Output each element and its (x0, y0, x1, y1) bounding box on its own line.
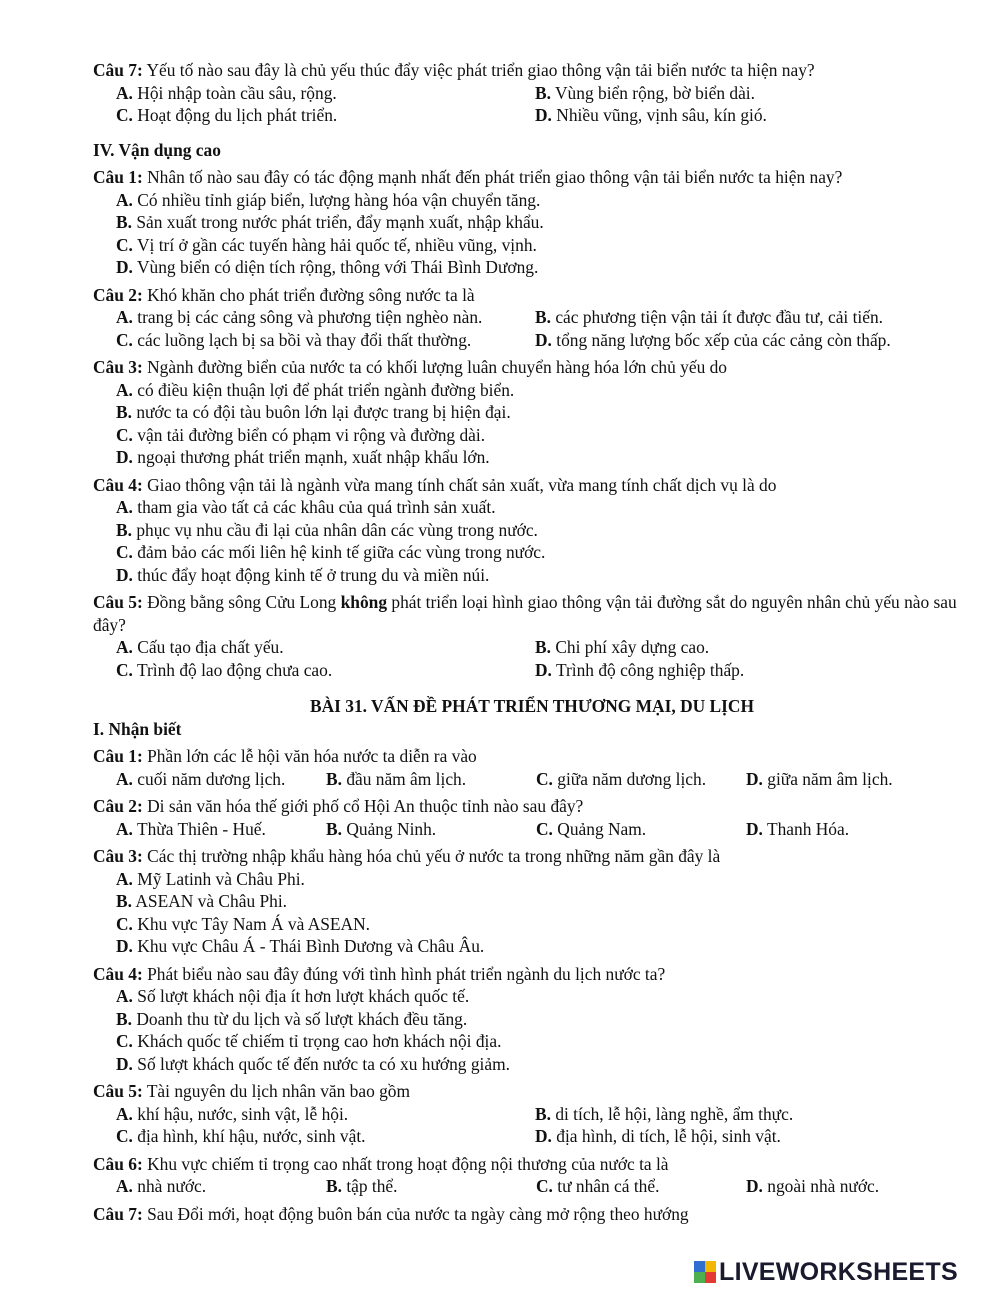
answer-option (116, 329, 535, 352)
option-text: giữa năm dương lịch. (557, 768, 707, 789)
section-heading: IV. Vận dụng cao (93, 139, 221, 160)
answer-option (535, 104, 767, 127)
option-text: giữa năm âm lịch. (767, 768, 893, 789)
question-text: Giao thông vận tải là ngành vừa mang tính chất sản xuất, vừa mang tính chất dịch vụ là do (147, 474, 777, 495)
option-text: ngoại thương phát triển mạnh, xuất nhập khẩu lớn. (137, 447, 490, 467)
option-key: B. (116, 519, 132, 540)
answer-option (116, 306, 535, 329)
question-stem (93, 284, 973, 307)
answer-option (116, 935, 484, 958)
question-text: Tài nguyên du lịch nhân văn bao gồm (146, 1081, 411, 1101)
option-key: B. (116, 212, 132, 232)
answer-options (116, 985, 973, 1075)
answer-option (116, 1125, 535, 1148)
lesson-title: BÀI 31. VẤN ĐỀ PHÁT TRIỂN THƯƠNG MẠI, DU LỊCH (309, 696, 754, 716)
question (93, 284, 973, 352)
question-number: Câu 1: (93, 167, 143, 187)
option-key: A. (116, 379, 133, 400)
answer-option (535, 659, 744, 682)
question-text: Nhân tố nào sau đây có tác động mạnh nhất đến phát triển giao thông vận tải biển nước ta hiện nay? (147, 167, 843, 187)
option-text: các luồng lạch bị sa bồi và thay đổi thất thường. (137, 329, 472, 350)
answer-option (116, 1053, 510, 1076)
answer-option (535, 1103, 793, 1126)
option-key: D. (746, 818, 763, 839)
option-text: tập thể. (346, 1176, 398, 1196)
answer-option (116, 256, 538, 279)
question-stem (93, 745, 973, 768)
answer-option (326, 1175, 536, 1198)
option-key: D. (116, 564, 133, 585)
option-text: Khách quốc tế chiếm tỉ trọng cao hơn khách nội địa. (137, 1031, 502, 1051)
option-key: C. (116, 424, 133, 445)
question (93, 1153, 973, 1198)
worksheet-document (93, 59, 973, 1225)
option-text: ASEAN và Châu Phi. (135, 891, 288, 911)
answer-options (116, 1175, 973, 1198)
option-text: Hoạt động du lịch phát triển. (137, 105, 338, 125)
option-key: A. (116, 818, 133, 839)
answer-option (535, 636, 709, 659)
option-key: C. (536, 768, 553, 789)
option-key: D. (116, 936, 133, 956)
question (93, 1080, 973, 1148)
option-key: A. (116, 82, 133, 103)
option-text: Vùng biển rộng, bờ biển dài. (555, 82, 755, 103)
question-number: Câu 2: (93, 796, 143, 816)
answer-option (116, 564, 489, 587)
option-key: D. (116, 1053, 133, 1074)
option-key: C. (116, 913, 133, 934)
section-heading: I. Nhận biết (93, 718, 182, 739)
answer-option (746, 1175, 879, 1198)
answer-option (116, 211, 544, 234)
option-key: A. (116, 637, 133, 657)
option-text: Doanh thu từ du lịch và số lượt khách đều tăng. (136, 1008, 468, 1029)
question (93, 166, 973, 279)
question-text: Ngành đường biển của nước ta có khối lượng luân chuyển hàng hóa lớn chủ yếu do (147, 357, 728, 377)
answer-option (536, 768, 746, 791)
answer-options (116, 868, 973, 958)
liveworksheets-logo-icon (694, 1261, 716, 1283)
option-key: A. (116, 1176, 133, 1196)
answer-option (116, 379, 514, 402)
option-text: Thanh Hóa. (766, 818, 850, 839)
option-text: tham gia vào tất cả các khâu của quá trình sản xuất. (137, 497, 496, 517)
answer-option (116, 1008, 467, 1031)
option-key: D. (535, 105, 552, 125)
option-text: Thừa Thiên - Huế. (136, 818, 266, 839)
option-text: Khu vực Châu Á - Thái Bình Dương và Châu Âu. (137, 936, 485, 956)
question (93, 591, 973, 681)
option-key: B. (116, 891, 132, 911)
option-text: cuối năm dương lịch. (137, 768, 286, 789)
option-key: B. (326, 818, 342, 839)
question-stem (93, 1203, 973, 1226)
option-key: B. (116, 1008, 132, 1029)
option-key: D. (535, 659, 552, 680)
question-stem (93, 356, 973, 379)
option-text: khí hậu, nước, sinh vật, lễ hội. (137, 1103, 349, 1124)
option-key: A. (116, 189, 133, 210)
question (93, 845, 973, 958)
question-number: Câu 5: (93, 1081, 143, 1101)
liveworksheets-watermark (694, 1258, 958, 1286)
question-stem (93, 795, 973, 818)
option-key: A. (116, 986, 133, 1006)
answer-option (535, 82, 755, 105)
answer-option (116, 1175, 326, 1198)
answer-option (326, 768, 536, 791)
option-text: đầu năm âm lịch. (346, 768, 467, 789)
answer-option (535, 306, 883, 329)
option-key: D. (746, 768, 763, 789)
question-text-after: phát triển loại hình giao thông vận tải đường sắt do nguyên nhân chủ yếu nào sau đây? (93, 592, 957, 635)
answer-option (116, 659, 535, 682)
question-number: Câu 4: (93, 963, 143, 984)
option-key: A. (116, 497, 133, 517)
question (93, 963, 973, 1076)
watermark-text: LIVEWORKSHEETS (719, 1257, 958, 1286)
option-text: di tích, lễ hội, làng nghề, ẩm thực. (555, 1103, 794, 1124)
option-text: Hội nhập toàn cầu sâu, rộng. (137, 82, 337, 103)
question (93, 356, 973, 469)
answer-option (116, 424, 485, 447)
question (93, 795, 973, 840)
option-key: B. (326, 1176, 342, 1196)
answer-option (746, 768, 893, 791)
question-text: Khó khăn cho phát triển đường sông nước ta là (147, 284, 475, 305)
option-text: nước ta có đội tàu buôn lớn lại được trang bị hiện đại. (136, 402, 511, 422)
question-stem (93, 59, 973, 82)
question-number: Câu 2: (93, 284, 143, 305)
answer-option (326, 818, 536, 841)
question-text: Phát biểu nào sau đây đúng với tình hình phát triển ngành du lịch nước ta? (147, 963, 666, 984)
option-key: B. (535, 637, 551, 657)
answer-option (116, 104, 535, 127)
option-key: A. (116, 1103, 133, 1124)
option-text: ngoài nhà nước. (767, 1176, 880, 1196)
option-key: B. (535, 1103, 551, 1124)
option-text: Cấu tạo địa chất yếu. (137, 637, 284, 657)
answer-option (116, 401, 511, 424)
option-text: Mỹ Latinh và Châu Phi. (137, 868, 305, 889)
answer-option (116, 1103, 535, 1126)
answer-option (116, 541, 545, 564)
answer-option (746, 818, 849, 841)
answer-option (116, 189, 540, 212)
question-text: Sau Đổi mới, hoạt động buôn bán của nước ta ngày càng mở rộng theo hướng (147, 1203, 689, 1224)
option-text: có điều kiện thuận lợi để phát triển ngành đường biển. (137, 379, 515, 400)
option-key: B. (535, 82, 551, 103)
answer-options (116, 768, 973, 791)
answer-option (116, 868, 305, 891)
answer-options (116, 1103, 973, 1148)
answer-options (116, 189, 973, 279)
option-text: địa hình, khí hậu, nước, sinh vật. (137, 1126, 366, 1146)
answer-option (116, 985, 469, 1008)
answer-option (116, 446, 490, 469)
answer-option (116, 519, 538, 542)
option-text: Vị trí ở gần các tuyến hàng hải quốc tế, nhiều vũng, vịnh. (136, 234, 537, 255)
answer-option (535, 329, 891, 352)
question-number: Câu 4: (93, 474, 143, 495)
answer-options (116, 496, 973, 586)
answer-options (116, 636, 973, 681)
answer-option (535, 1125, 781, 1148)
question-number: Câu 3: (93, 357, 143, 377)
question-number: Câu 3: (93, 846, 143, 866)
question-stem (93, 591, 973, 636)
question-number: Câu 5: (93, 592, 143, 612)
question-stem (93, 474, 973, 497)
question-number: Câu 1: (93, 746, 143, 766)
option-key: C. (116, 105, 133, 125)
question-text-emphasis: không (340, 592, 388, 612)
question-text: Khu vực chiếm tỉ trọng cao nhất trong hoạt động nội thương của nước ta là (147, 1153, 669, 1174)
option-key: C. (116, 234, 133, 255)
option-text: Trình độ lao động chưa cao. (136, 659, 333, 680)
option-text: trang bị các cảng sông và phương tiện nghèo nàn. (137, 307, 483, 327)
answer-options (116, 379, 973, 469)
option-text: các phương tiện vận tải ít được đầu tư, cải tiến. (555, 307, 884, 327)
question-stem (93, 166, 973, 189)
question-stem (93, 1080, 973, 1103)
answer-option (536, 1175, 746, 1198)
option-text: Sản xuất trong nước phát triển, đẩy mạnh xuất, nhập khẩu. (136, 212, 544, 232)
option-text: tổng năng lượng bốc xếp của các cảng còn thấp. (556, 329, 891, 350)
option-text: Có nhiều tỉnh giáp biển, lượng hàng hóa vận chuyển tăng. (137, 189, 541, 210)
answer-option (116, 913, 370, 936)
question-text: Phần lớn các lễ hội văn hóa nước ta diễn ra vào (147, 746, 477, 766)
option-text: Số lượt khách quốc tế đến nước ta có xu hướng giảm. (137, 1053, 510, 1074)
answer-option (116, 82, 535, 105)
option-key: C. (536, 818, 553, 839)
answer-option (116, 890, 287, 913)
option-key: D. (746, 1176, 763, 1196)
option-key: D. (535, 1126, 552, 1146)
option-key: C. (116, 659, 133, 680)
answer-option (116, 768, 326, 791)
question-text: Các thị trường nhập khẩu hàng hóa chủ yếu ở nước ta trong những năm gần đây là (147, 846, 721, 866)
answer-option (116, 636, 535, 659)
option-key: C. (116, 542, 133, 562)
answer-options (116, 82, 973, 127)
question-number: Câu 6: (93, 1153, 143, 1174)
option-key: C. (116, 1031, 133, 1051)
option-text: Số lượt khách nội địa ít hơn lượt khách quốc tế. (137, 986, 470, 1006)
option-key: A. (116, 768, 133, 789)
option-key: B. (326, 768, 342, 789)
option-key: C. (536, 1176, 553, 1196)
option-text: Chi phí xây dựng cao. (555, 637, 710, 657)
option-key: D. (116, 447, 133, 467)
answer-options (116, 818, 973, 841)
answer-options (116, 306, 973, 351)
answer-option (116, 1030, 501, 1053)
answer-option (536, 818, 746, 841)
question (93, 474, 973, 587)
option-text: Quảng Ninh. (346, 818, 437, 839)
option-text: Vùng biển có diện tích rộng, thông với Thái Bình Dương. (136, 257, 539, 277)
answer-option (116, 496, 496, 519)
option-key: D. (535, 329, 552, 350)
option-text: Nhiều vũng, vịnh sâu, kín gió. (556, 105, 767, 125)
option-key: D. (116, 257, 133, 277)
option-key: A. (116, 307, 133, 327)
question-number: Câu 7: (93, 60, 143, 80)
question-stem (93, 1153, 973, 1176)
option-text: địa hình, di tích, lễ hội, sinh vật. (556, 1126, 781, 1146)
question-number: Câu 7: (93, 1203, 143, 1224)
option-key: A. (116, 868, 133, 889)
option-text: Quảng Nam. (557, 818, 647, 839)
option-text: vận tải đường biển có phạm vi rộng và đường dài. (137, 424, 486, 445)
option-text: Trình độ công nghiệp thấp. (555, 659, 745, 680)
option-text: phục vụ nhu cầu đi lại của nhân dân các vùng trong nước. (136, 519, 538, 540)
question-text-before: Đồng bằng sông Cửu Long (147, 592, 337, 612)
option-text: nhà nước. (137, 1176, 207, 1196)
option-text: Khu vực Tây Nam Á và ASEAN. (137, 913, 371, 934)
answer-option (116, 234, 537, 257)
option-key: C. (116, 329, 133, 350)
question (93, 1203, 973, 1226)
option-text: đảm bảo các mối liên hệ kinh tế giữa các vùng trong nước. (137, 542, 546, 562)
option-key: C. (116, 1126, 133, 1146)
option-text: thúc đẩy hoạt động kinh tế ở trung du và miền núi. (137, 564, 490, 585)
option-key: B. (535, 307, 551, 327)
question-text: Yếu tố nào sau đây là chủ yếu thúc đẩy việc phát triển giao thông vận tải biển nước ta hiện nay? (146, 60, 815, 80)
question-stem (93, 845, 973, 868)
answer-option (116, 818, 326, 841)
option-key: B. (116, 402, 132, 422)
option-text: tư nhân cá thể. (557, 1176, 660, 1196)
question-text: Di sản văn hóa thế giới phố cổ Hội An thuộc tỉnh nào sau đây? (147, 796, 584, 816)
question (93, 59, 973, 127)
question-stem (93, 963, 973, 986)
question (93, 745, 973, 790)
